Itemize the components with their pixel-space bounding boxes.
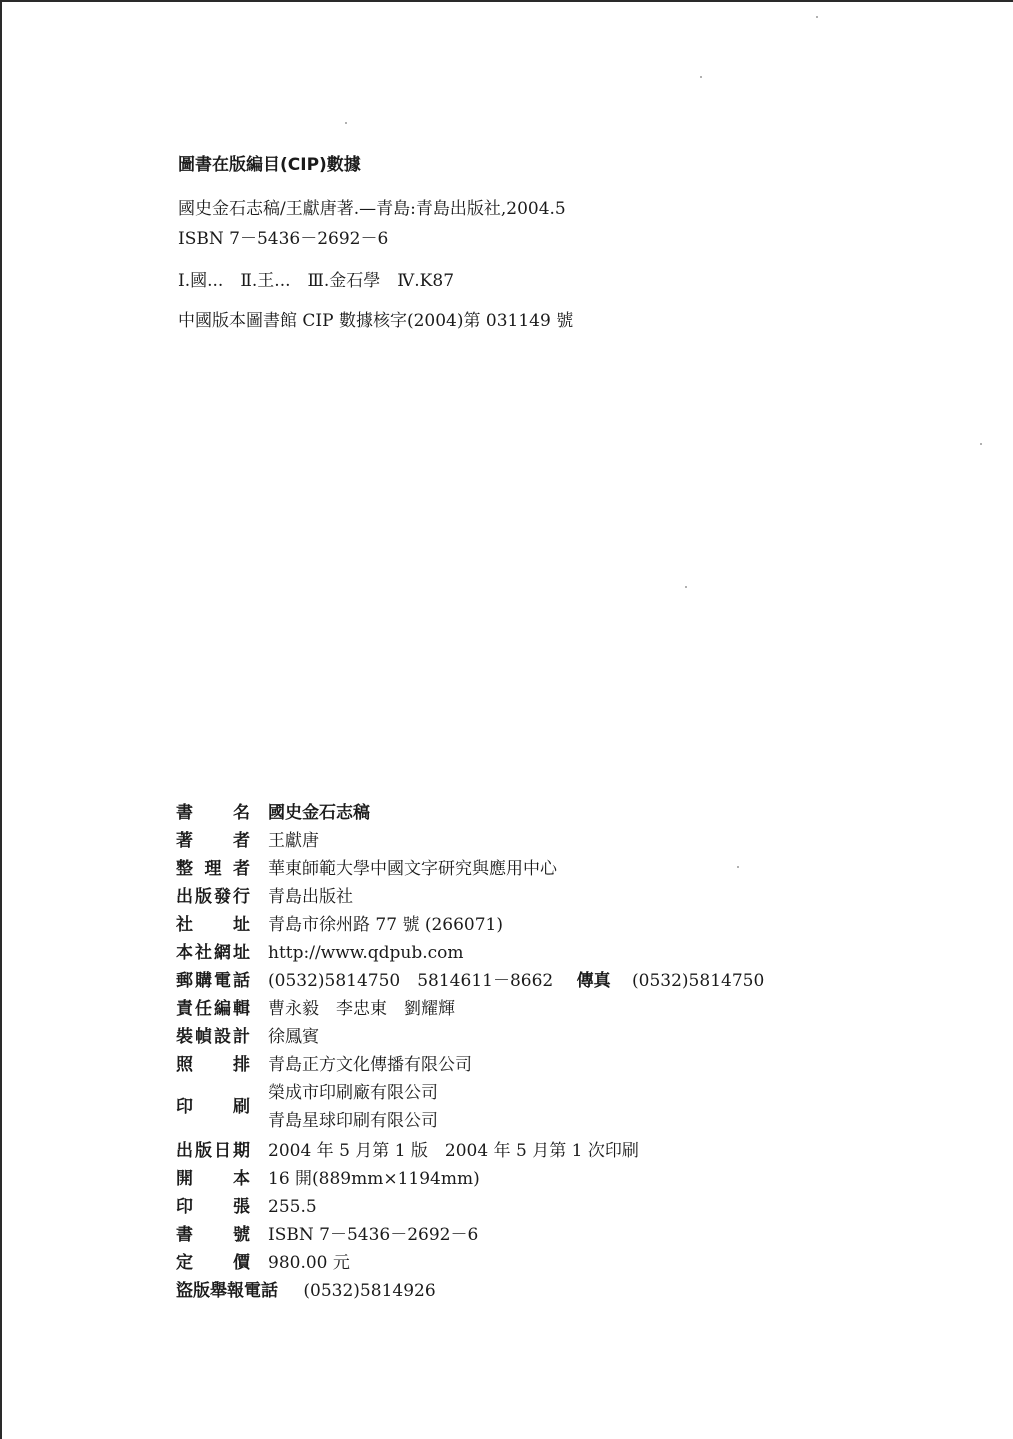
row-label <box>176 884 250 910</box>
scan-speck <box>737 866 739 868</box>
row-value: 榮成市印刷廠有限公司 <box>268 1083 438 1103</box>
label-char: 網 <box>214 943 231 963</box>
fax-value: (0532)5814750 <box>632 971 765 991</box>
scan-speck <box>980 443 982 445</box>
cip-line-book: 國史金石志稿/王獻唐著.—青島:青島出版社,2004.5 <box>178 199 566 219</box>
label-char: 本 <box>233 1169 250 1189</box>
row-value: 2004 年 5 月第 1 版 2004 年 5 月第 1 次印刷 <box>268 1141 639 1161</box>
label-char: 裝 <box>176 1027 193 1047</box>
fax-label: 傳真 <box>576 971 611 991</box>
label-char: 出 <box>176 1141 193 1161</box>
row-value: 青島出版社 <box>268 887 353 907</box>
label-char: 印 <box>176 1197 193 1217</box>
label-char: 本 <box>176 943 193 963</box>
cip-line-approval: 中國版本圖書館 CIP 數據核字(2004)第 031149 號 <box>178 311 574 331</box>
cip-line-classification: Ⅰ.國... Ⅱ.王... Ⅲ.金石學 Ⅳ.K87 <box>178 271 455 291</box>
label-char: 號 <box>233 1225 250 1245</box>
label-char: 者 <box>233 831 250 851</box>
row-label <box>176 1222 250 1248</box>
row-label: 盜版舉報電話 <box>176 1281 278 1301</box>
label-char: 者 <box>233 859 250 879</box>
label-char: 任 <box>195 999 212 1019</box>
row-label <box>176 912 250 938</box>
scan-speck <box>345 122 347 124</box>
label-char: 照 <box>176 1055 193 1075</box>
row-value: 王獻唐 <box>268 831 319 851</box>
label-char: 開 <box>176 1169 193 1189</box>
scan-speck <box>700 76 702 78</box>
label-char: 郵 <box>176 971 193 991</box>
row-label <box>176 1052 250 1078</box>
row-label <box>176 1094 250 1120</box>
label-char: 出 <box>176 887 193 907</box>
label-char: 版 <box>195 1141 212 1161</box>
row-label <box>176 1166 250 1192</box>
label-char: 整 <box>176 859 193 879</box>
row-value: 國史金石志稿 <box>268 803 370 823</box>
row-label <box>176 996 250 1022</box>
label-char: 購 <box>195 971 212 991</box>
page-border-left <box>0 0 2 1439</box>
row-value <box>268 968 764 994</box>
row-value: 徐鳳賓 <box>268 1027 319 1047</box>
label-char: 行 <box>233 887 250 907</box>
label-char: 著 <box>176 831 193 851</box>
page-border-top <box>0 0 1013 2</box>
row-value: http://www.qdpub.com <box>268 943 464 963</box>
label-char: 印 <box>176 1097 193 1117</box>
cip-title: 圖書在版編目(CIP)數據 <box>178 155 361 175</box>
row-label <box>176 1138 250 1164</box>
label-char: 刷 <box>233 1097 250 1117</box>
row-value: (0532)5814926 <box>303 1281 436 1301</box>
label-char: 書 <box>176 803 193 823</box>
label-char: 電 <box>214 971 231 991</box>
cip-line-isbn: ISBN 7－5436－2692－6 <box>178 229 389 249</box>
label-char: 期 <box>233 1141 250 1161</box>
row-label <box>176 856 250 882</box>
label-char: 設 <box>214 1027 231 1047</box>
label-char: 社 <box>176 915 193 935</box>
label-char: 編 <box>214 999 231 1019</box>
scan-speck <box>685 586 687 588</box>
row-value: 曹永毅 李忠東 劉耀輝 <box>268 999 455 1019</box>
row-label <box>176 1024 250 1050</box>
label-char: 責 <box>176 999 193 1019</box>
label-char: 定 <box>176 1253 193 1273</box>
row-label <box>176 1194 250 1220</box>
row-value: 255.5 <box>268 1197 317 1217</box>
label-char: 話 <box>233 971 250 991</box>
label-char: 址 <box>233 943 250 963</box>
label-char: 張 <box>233 1197 250 1217</box>
row-value: 青島正方文化傳播有限公司 <box>268 1055 472 1075</box>
label-char: 日 <box>214 1141 231 1161</box>
label-char: 版 <box>195 887 212 907</box>
label-char: 書 <box>176 1225 193 1245</box>
row-value: 青島市徐州路 77 號 (266071) <box>268 915 504 935</box>
row-label <box>176 968 250 994</box>
row-label <box>176 800 250 826</box>
row-value: 16 開(889mm×1194mm) <box>268 1169 480 1189</box>
row-value: 華東師範大學中國文字研究與應用中心 <box>268 859 557 879</box>
label-char: 價 <box>233 1253 250 1273</box>
row-value: ISBN 7－5436－2692－6 <box>268 1225 479 1245</box>
label-char: 理 <box>204 859 222 879</box>
row-label <box>176 828 250 854</box>
row-value: 青島星球印刷有限公司 <box>268 1111 438 1131</box>
row-label <box>176 1250 250 1276</box>
label-char: 社 <box>195 943 212 963</box>
row-label <box>176 940 250 966</box>
label-char: 址 <box>233 915 250 935</box>
label-char: 排 <box>233 1055 250 1075</box>
colophon-row-piracy <box>176 1278 436 1304</box>
label-char: 幀 <box>195 1027 212 1047</box>
scan-speck <box>816 16 818 18</box>
label-char: 名 <box>233 803 250 823</box>
row-value: 980.00 元 <box>268 1253 350 1273</box>
label-char: 輯 <box>233 999 250 1019</box>
label-char: 計 <box>233 1027 250 1047</box>
label-char: 發 <box>214 887 231 907</box>
phone-value: (0532)5814750 5814611－8662 <box>268 971 554 991</box>
